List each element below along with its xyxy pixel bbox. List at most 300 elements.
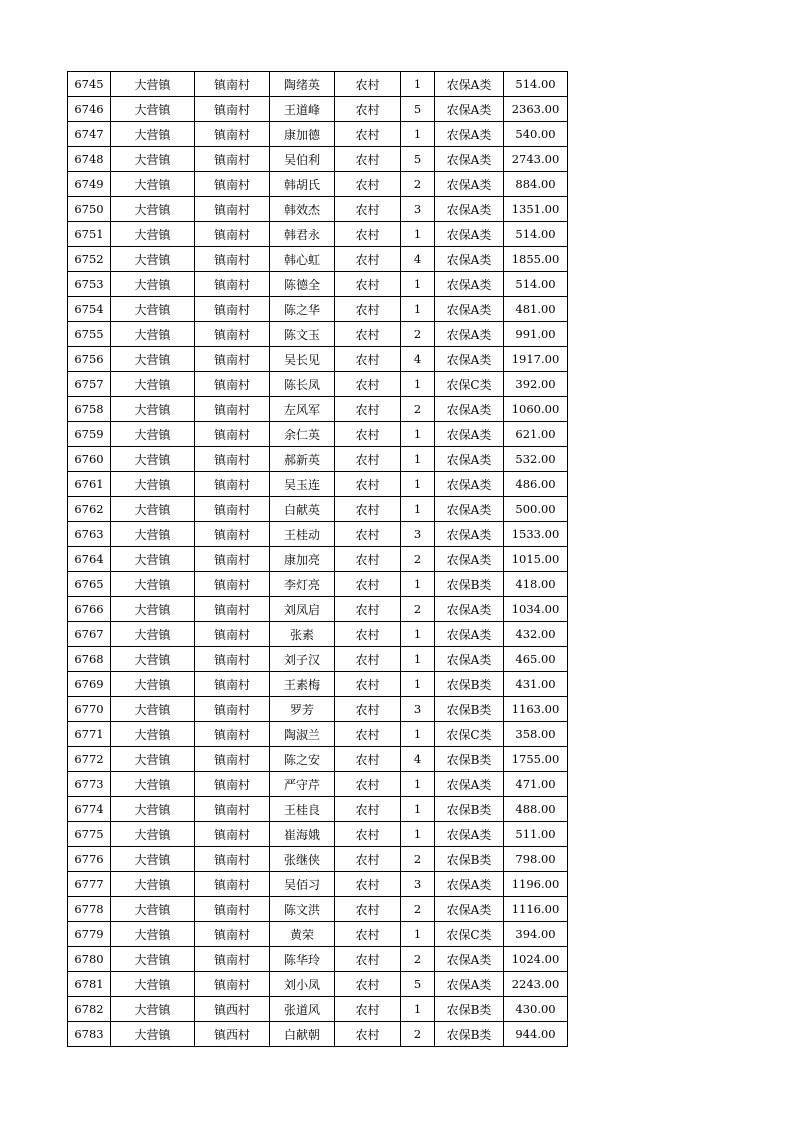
row-id-cell: 6756 [68,347,111,372]
row-id-cell: 6776 [68,847,111,872]
village-cell: 镇南村 [195,547,270,572]
table-row [68,597,568,622]
town-cell: 大营镇 [111,847,195,872]
household-type-cell: 农村 [335,147,401,172]
category-cell: 农保A类 [435,247,504,272]
household-type-cell: 农村 [335,1022,401,1047]
village-cell: 镇南村 [195,647,270,672]
category-cell: 农保B类 [435,847,504,872]
household-type-cell: 农村 [335,797,401,822]
name-cell: 刘子汉 [270,647,335,672]
row-id-cell: 6783 [68,1022,111,1047]
town-cell: 大营镇 [111,222,195,247]
village-cell: 镇南村 [195,672,270,697]
row-id-cell: 6782 [68,997,111,1022]
row-id-cell: 6758 [68,397,111,422]
household-type-cell: 农村 [335,222,401,247]
row-id-cell: 6759 [68,422,111,447]
records-table-body [68,72,568,1047]
name-cell: 韩胡氏 [270,172,335,197]
member-count-cell: 1 [401,997,435,1022]
row-id-cell: 6754 [68,297,111,322]
town-cell: 大营镇 [111,72,195,97]
amount-cell: 500.00 [504,497,568,522]
member-count-cell: 1 [401,422,435,447]
name-cell: 严守芹 [270,772,335,797]
member-count-cell: 1 [401,122,435,147]
village-cell: 镇南村 [195,572,270,597]
name-cell: 王道峰 [270,97,335,122]
name-cell: 陶绪英 [270,72,335,97]
row-id-cell: 6766 [68,597,111,622]
member-count-cell: 1 [401,447,435,472]
table-row [68,972,568,997]
member-count-cell: 1 [401,372,435,397]
village-cell: 镇南村 [195,122,270,147]
table-row [68,397,568,422]
member-count-cell: 1 [401,797,435,822]
amount-cell: 532.00 [504,447,568,472]
row-id-cell: 6775 [68,822,111,847]
town-cell: 大营镇 [111,447,195,472]
row-id-cell: 6761 [68,472,111,497]
row-id-cell: 6777 [68,872,111,897]
category-cell: 农保B类 [435,572,504,597]
table-row [68,172,568,197]
row-id-cell: 6770 [68,697,111,722]
member-count-cell: 2 [401,172,435,197]
amount-cell: 418.00 [504,572,568,597]
category-cell: 农保A类 [435,422,504,447]
member-count-cell: 5 [401,97,435,122]
name-cell: 王桂良 [270,797,335,822]
household-type-cell: 农村 [335,97,401,122]
category-cell: 农保A类 [435,947,504,972]
row-id-cell: 6745 [68,72,111,97]
household-type-cell: 农村 [335,522,401,547]
table-row [68,447,568,472]
member-count-cell: 4 [401,747,435,772]
amount-cell: 1533.00 [504,522,568,547]
row-id-cell: 6751 [68,222,111,247]
row-id-cell: 6779 [68,922,111,947]
member-count-cell: 1 [401,497,435,522]
table-row [68,772,568,797]
town-cell: 大营镇 [111,547,195,572]
row-id-cell: 6762 [68,497,111,522]
town-cell: 大营镇 [111,422,195,447]
village-cell: 镇南村 [195,522,270,547]
member-count-cell: 3 [401,197,435,222]
category-cell: 农保A类 [435,222,504,247]
table-row [68,997,568,1022]
amount-cell: 488.00 [504,797,568,822]
table-row [68,422,568,447]
category-cell: 农保A类 [435,272,504,297]
village-cell: 镇南村 [195,722,270,747]
village-cell: 镇南村 [195,422,270,447]
category-cell: 农保A类 [435,622,504,647]
name-cell: 韩心虹 [270,247,335,272]
category-cell: 农保A类 [435,897,504,922]
member-count-cell: 1 [401,822,435,847]
category-cell: 农保A类 [435,647,504,672]
row-id-cell: 6769 [68,672,111,697]
table-row [68,147,568,172]
row-id-cell: 6755 [68,322,111,347]
village-cell: 镇南村 [195,247,270,272]
table-row [68,822,568,847]
amount-cell: 471.00 [504,772,568,797]
name-cell: 康加亮 [270,547,335,572]
town-cell: 大营镇 [111,372,195,397]
category-cell: 农保A类 [435,97,504,122]
town-cell: 大营镇 [111,472,195,497]
town-cell: 大营镇 [111,997,195,1022]
table-row [68,247,568,272]
category-cell: 农保A类 [435,297,504,322]
table-row [68,797,568,822]
amount-cell: 1755.00 [504,747,568,772]
amount-cell: 884.00 [504,172,568,197]
village-cell: 镇南村 [195,372,270,397]
amount-cell: 2743.00 [504,147,568,172]
table-row [68,947,568,972]
town-cell: 大营镇 [111,347,195,372]
village-cell: 镇南村 [195,72,270,97]
category-cell: 农保B类 [435,1022,504,1047]
amount-cell: 944.00 [504,1022,568,1047]
village-cell: 镇南村 [195,847,270,872]
member-count-cell: 3 [401,522,435,547]
table-row [68,747,568,772]
name-cell: 崔海娥 [270,822,335,847]
table-row [68,372,568,397]
table-row [68,297,568,322]
village-cell: 镇南村 [195,447,270,472]
row-id-cell: 6757 [68,372,111,397]
household-type-cell: 农村 [335,722,401,747]
category-cell: 农保A类 [435,147,504,172]
category-cell: 农保B类 [435,672,504,697]
village-cell: 镇南村 [195,97,270,122]
amount-cell: 430.00 [504,997,568,1022]
table-row [68,197,568,222]
amount-cell: 1034.00 [504,597,568,622]
town-cell: 大营镇 [111,872,195,897]
household-type-cell: 农村 [335,997,401,1022]
amount-cell: 394.00 [504,922,568,947]
village-cell: 镇南村 [195,872,270,897]
category-cell: 农保A类 [435,972,504,997]
town-cell: 大营镇 [111,272,195,297]
name-cell: 黄荣 [270,922,335,947]
name-cell: 白献朝 [270,1022,335,1047]
amount-cell: 621.00 [504,422,568,447]
amount-cell: 431.00 [504,672,568,697]
name-cell: 吴佰习 [270,872,335,897]
household-type-cell: 农村 [335,747,401,772]
category-cell: 农保A类 [435,872,504,897]
name-cell: 韩君永 [270,222,335,247]
household-type-cell: 农村 [335,122,401,147]
household-type-cell: 农村 [335,872,401,897]
name-cell: 王素梅 [270,672,335,697]
member-count-cell: 1 [401,622,435,647]
category-cell: 农保A类 [435,772,504,797]
town-cell: 大营镇 [111,147,195,172]
table-row [68,647,568,672]
town-cell: 大营镇 [111,1022,195,1047]
category-cell: 农保B类 [435,797,504,822]
row-id-cell: 6749 [68,172,111,197]
village-cell: 镇南村 [195,747,270,772]
member-count-cell: 2 [401,947,435,972]
member-count-cell: 1 [401,672,435,697]
household-type-cell: 农村 [335,472,401,497]
town-cell: 大营镇 [111,772,195,797]
village-cell: 镇南村 [195,272,270,297]
member-count-cell: 2 [401,547,435,572]
name-cell: 李灯亮 [270,572,335,597]
household-type-cell: 农村 [335,972,401,997]
village-cell: 镇南村 [195,772,270,797]
household-type-cell: 农村 [335,772,401,797]
household-type-cell: 农村 [335,547,401,572]
amount-cell: 392.00 [504,372,568,397]
amount-cell: 1163.00 [504,697,568,722]
row-id-cell: 6747 [68,122,111,147]
category-cell: 农保A类 [435,822,504,847]
village-cell: 镇南村 [195,197,270,222]
name-cell: 吴长见 [270,347,335,372]
member-count-cell: 1 [401,572,435,597]
household-type-cell: 农村 [335,397,401,422]
table-row [68,322,568,347]
row-id-cell: 6773 [68,772,111,797]
town-cell: 大营镇 [111,672,195,697]
table-row [68,672,568,697]
town-cell: 大营镇 [111,922,195,947]
amount-cell: 1855.00 [504,247,568,272]
category-cell: 农保A类 [435,497,504,522]
category-cell: 农保A类 [435,322,504,347]
member-count-cell: 3 [401,872,435,897]
category-cell: 农保A类 [435,522,504,547]
category-cell: 农保A类 [435,72,504,97]
household-type-cell: 农村 [335,497,401,522]
table-row [68,72,568,97]
member-count-cell: 1 [401,222,435,247]
name-cell: 陈长凤 [270,372,335,397]
household-type-cell: 农村 [335,672,401,697]
town-cell: 大营镇 [111,322,195,347]
category-cell: 农保C类 [435,372,504,397]
village-cell: 镇南村 [195,972,270,997]
village-cell: 镇南村 [195,397,270,422]
village-cell: 镇南村 [195,297,270,322]
member-count-cell: 2 [401,847,435,872]
name-cell: 张素 [270,622,335,647]
amount-cell: 1060.00 [504,397,568,422]
household-type-cell: 农村 [335,272,401,297]
category-cell: 农保A类 [435,547,504,572]
table-row [68,522,568,547]
member-count-cell: 2 [401,897,435,922]
amount-cell: 2363.00 [504,97,568,122]
name-cell: 陈德全 [270,272,335,297]
town-cell: 大营镇 [111,947,195,972]
village-cell: 镇南村 [195,697,270,722]
category-cell: 农保B类 [435,747,504,772]
town-cell: 大营镇 [111,247,195,272]
amount-cell: 486.00 [504,472,568,497]
town-cell: 大营镇 [111,822,195,847]
table-row [68,472,568,497]
row-id-cell: 6781 [68,972,111,997]
household-type-cell: 农村 [335,822,401,847]
amount-cell: 514.00 [504,222,568,247]
member-count-cell: 1 [401,272,435,297]
name-cell: 陶淑兰 [270,722,335,747]
name-cell: 刘小凤 [270,972,335,997]
category-cell: 农保C类 [435,722,504,747]
row-id-cell: 6768 [68,647,111,672]
row-id-cell: 6771 [68,722,111,747]
household-type-cell: 农村 [335,322,401,347]
village-cell: 镇西村 [195,997,270,1022]
village-cell: 镇南村 [195,622,270,647]
town-cell: 大营镇 [111,297,195,322]
household-type-cell: 农村 [335,447,401,472]
village-cell: 镇南村 [195,947,270,972]
member-count-cell: 5 [401,972,435,997]
row-id-cell: 6774 [68,797,111,822]
household-type-cell: 农村 [335,697,401,722]
name-cell: 刘凤启 [270,597,335,622]
amount-cell: 1015.00 [504,547,568,572]
row-id-cell: 6760 [68,447,111,472]
category-cell: 农保A类 [435,447,504,472]
amount-cell: 511.00 [504,822,568,847]
amount-cell: 514.00 [504,72,568,97]
amount-cell: 798.00 [504,847,568,872]
member-count-cell: 4 [401,347,435,372]
village-cell: 镇南村 [195,497,270,522]
table-row [68,697,568,722]
member-count-cell: 2 [401,597,435,622]
category-cell: 农保B类 [435,697,504,722]
name-cell: 陈华玲 [270,947,335,972]
name-cell: 王桂动 [270,522,335,547]
amount-cell: 465.00 [504,647,568,672]
town-cell: 大营镇 [111,197,195,222]
member-count-cell: 1 [401,472,435,497]
name-cell: 郝新英 [270,447,335,472]
row-id-cell: 6772 [68,747,111,772]
town-cell: 大营镇 [111,497,195,522]
household-type-cell: 农村 [335,372,401,397]
town-cell: 大营镇 [111,797,195,822]
name-cell: 陈之华 [270,297,335,322]
household-type-cell: 农村 [335,172,401,197]
name-cell: 张道风 [270,997,335,1022]
row-id-cell: 6763 [68,522,111,547]
household-type-cell: 农村 [335,422,401,447]
category-cell: 农保B类 [435,997,504,1022]
town-cell: 大营镇 [111,972,195,997]
table-row [68,922,568,947]
name-cell: 陈文洪 [270,897,335,922]
table-row [68,497,568,522]
table-row [68,122,568,147]
member-count-cell: 1 [401,922,435,947]
household-type-cell: 农村 [335,897,401,922]
amount-cell: 540.00 [504,122,568,147]
category-cell: 农保C类 [435,922,504,947]
amount-cell: 432.00 [504,622,568,647]
household-type-cell: 农村 [335,347,401,372]
village-cell: 镇西村 [195,1022,270,1047]
amount-cell: 1196.00 [504,872,568,897]
village-cell: 镇南村 [195,897,270,922]
town-cell: 大营镇 [111,397,195,422]
table-row [68,847,568,872]
member-count-cell: 1 [401,647,435,672]
name-cell: 余仁英 [270,422,335,447]
name-cell: 吴伯利 [270,147,335,172]
town-cell: 大营镇 [111,722,195,747]
category-cell: 农保A类 [435,122,504,147]
row-id-cell: 6767 [68,622,111,647]
member-count-cell: 2 [401,322,435,347]
row-id-cell: 6778 [68,897,111,922]
village-cell: 镇南村 [195,172,270,197]
town-cell: 大营镇 [111,747,195,772]
household-type-cell: 农村 [335,597,401,622]
row-id-cell: 6753 [68,272,111,297]
household-type-cell: 农村 [335,572,401,597]
household-type-cell: 农村 [335,647,401,672]
amount-cell: 358.00 [504,722,568,747]
town-cell: 大营镇 [111,647,195,672]
table-row [68,347,568,372]
town-cell: 大营镇 [111,172,195,197]
village-cell: 镇南村 [195,822,270,847]
village-cell: 镇南村 [195,797,270,822]
member-count-cell: 2 [401,397,435,422]
row-id-cell: 6765 [68,572,111,597]
name-cell: 左风军 [270,397,335,422]
town-cell: 大营镇 [111,597,195,622]
amount-cell: 1351.00 [504,197,568,222]
name-cell: 康加德 [270,122,335,147]
member-count-cell: 3 [401,697,435,722]
household-type-cell: 农村 [335,947,401,972]
table-row [68,547,568,572]
household-type-cell: 农村 [335,197,401,222]
household-type-cell: 农村 [335,922,401,947]
table-row [68,222,568,247]
category-cell: 农保A类 [435,472,504,497]
amount-cell: 481.00 [504,297,568,322]
town-cell: 大营镇 [111,572,195,597]
member-count-cell: 1 [401,72,435,97]
town-cell: 大营镇 [111,522,195,547]
category-cell: 农保A类 [435,172,504,197]
name-cell: 韩效杰 [270,197,335,222]
category-cell: 农保A类 [435,397,504,422]
